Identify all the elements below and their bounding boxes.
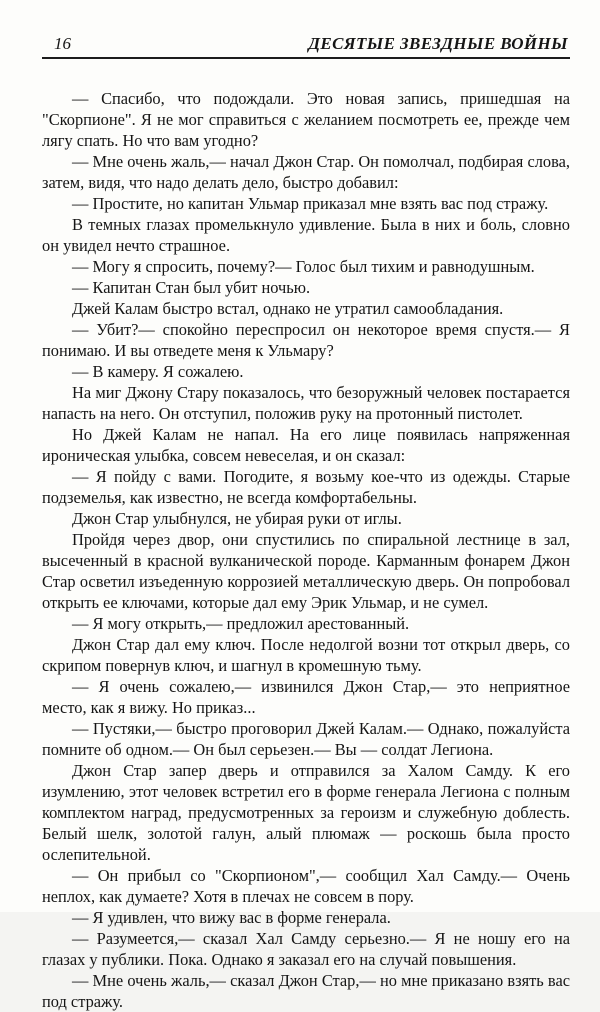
paragraph: Джон Стар улыбнулся, не убирая руки от иглы. bbox=[72, 509, 402, 528]
paragraph: — Простите, но капитан Ульмар приказал мне взять вас под стражу. bbox=[72, 194, 549, 213]
paragraph: — Спасибо, что подождали. Это новая запись, пришедшая на "Скорпионе". Я не мог справиться с желанием посмотреть ее, прежде чем лягу спать. Но что вам угодно? bbox=[42, 89, 570, 150]
paragraph: — Капитан Стан был убит ночью. bbox=[72, 278, 311, 297]
paragraph: — Я пойду с вами. Погодите, я возьму кое-что из одежды. Старые подземелья, как известно, не всегда комфортабельны. bbox=[42, 467, 570, 507]
paragraph: — Мне очень жаль,— сказал Джон Стар,— но мне приказано взять вас под стражу. bbox=[42, 971, 570, 1011]
page-number: 16 bbox=[54, 34, 71, 53]
paragraph: Джей Калам быстро встал, однако не утратил самообладания. bbox=[72, 299, 504, 318]
paragraph: — Он прибыл со "Скорпионом",— сообщил Хал Самду.— Очень неплох, как думаете? Хотя в плечах не совсем в пору. bbox=[42, 866, 570, 906]
header-rule bbox=[42, 57, 570, 59]
paragraph: — Убит?— спокойно переспросил он некоторое время спустя.— Я понимаю. И вы отведете меня к Ульмару? bbox=[42, 320, 570, 360]
paragraph: На миг Джону Стару показалось, что безоружный человек постарается напасть на него. Он отступил, положив руку на протонный пистолет. bbox=[42, 383, 570, 423]
paragraph: — Могу я спросить, почему?— Голос был тихим и равнодушным. bbox=[72, 257, 535, 276]
page-header bbox=[42, 34, 570, 57]
paragraph: В темных глазах промелькнуло удивление. Была в них и боль, словно он увидел нечто страшное. bbox=[42, 215, 570, 255]
paragraph: — Я очень сожалею,— извинился Джон Стар,— это неприятное место, как я вижу. Но приказ... bbox=[42, 677, 570, 717]
running-title: ДЕСЯТЫЕ ЗВЕЗДНЫЕ ВОЙНЫ bbox=[308, 34, 568, 53]
paragraph: — Разумеется,— сказал Хал Самду серьезно.— Я не ношу его на глазах у публики. Пока. Однако я заказал его на случай повышения. bbox=[42, 929, 570, 969]
paragraph: Но Джей Калам не напал. На его лице появилась напряженная ироническая улыбка, совсем невеселая, и он сказал: bbox=[42, 425, 570, 465]
paragraph: Пройдя через двор, они спустились по спиральной лестнице в зал, высеченный в красной вулканической породе. Карманным фонарем Джон Стар осветил изъеденную коррозией металлическую дверь. Он попробовал открыть ее ключами, которые дал ему Эрик Ульмар, и не сумел. bbox=[42, 530, 570, 612]
paragraph: — Я удивлен, что вижу вас в форме генерала. bbox=[72, 908, 391, 927]
paragraph: — Пустяки,— быстро проговорил Джей Калам.— Однако, пожалуйста помните об одном.— Он был серьезен.— Вы — солдат Легиона. bbox=[42, 719, 570, 759]
paragraph: — В камеру. Я сожалею. bbox=[72, 362, 244, 381]
paragraph: Джон Стар запер дверь и отправился за Халом Самду. К его изумлению, этот человек встретил его в форме генерала Легиона с полным комплектом наград, предусмотренных за героизм и служебную доблесть. Белый шелк, золотой галун, алый плюмаж — роскошь была просто ослепительной. bbox=[42, 761, 570, 864]
paragraph: Джон Стар дал ему ключ. После недолгой возни тот открыл дверь, со скрипом повернув ключ, и шагнул в кромешную тьму. bbox=[42, 635, 570, 675]
paragraph: — Я могу открыть,— предложил арестованный. bbox=[72, 614, 410, 633]
paragraph: — Мне очень жаль,— начал Джон Стар. Он помолчал, подбирая слова, затем, видя, что надо делать дело, быстро добавил: bbox=[42, 152, 570, 192]
page-body bbox=[42, 88, 570, 1012]
